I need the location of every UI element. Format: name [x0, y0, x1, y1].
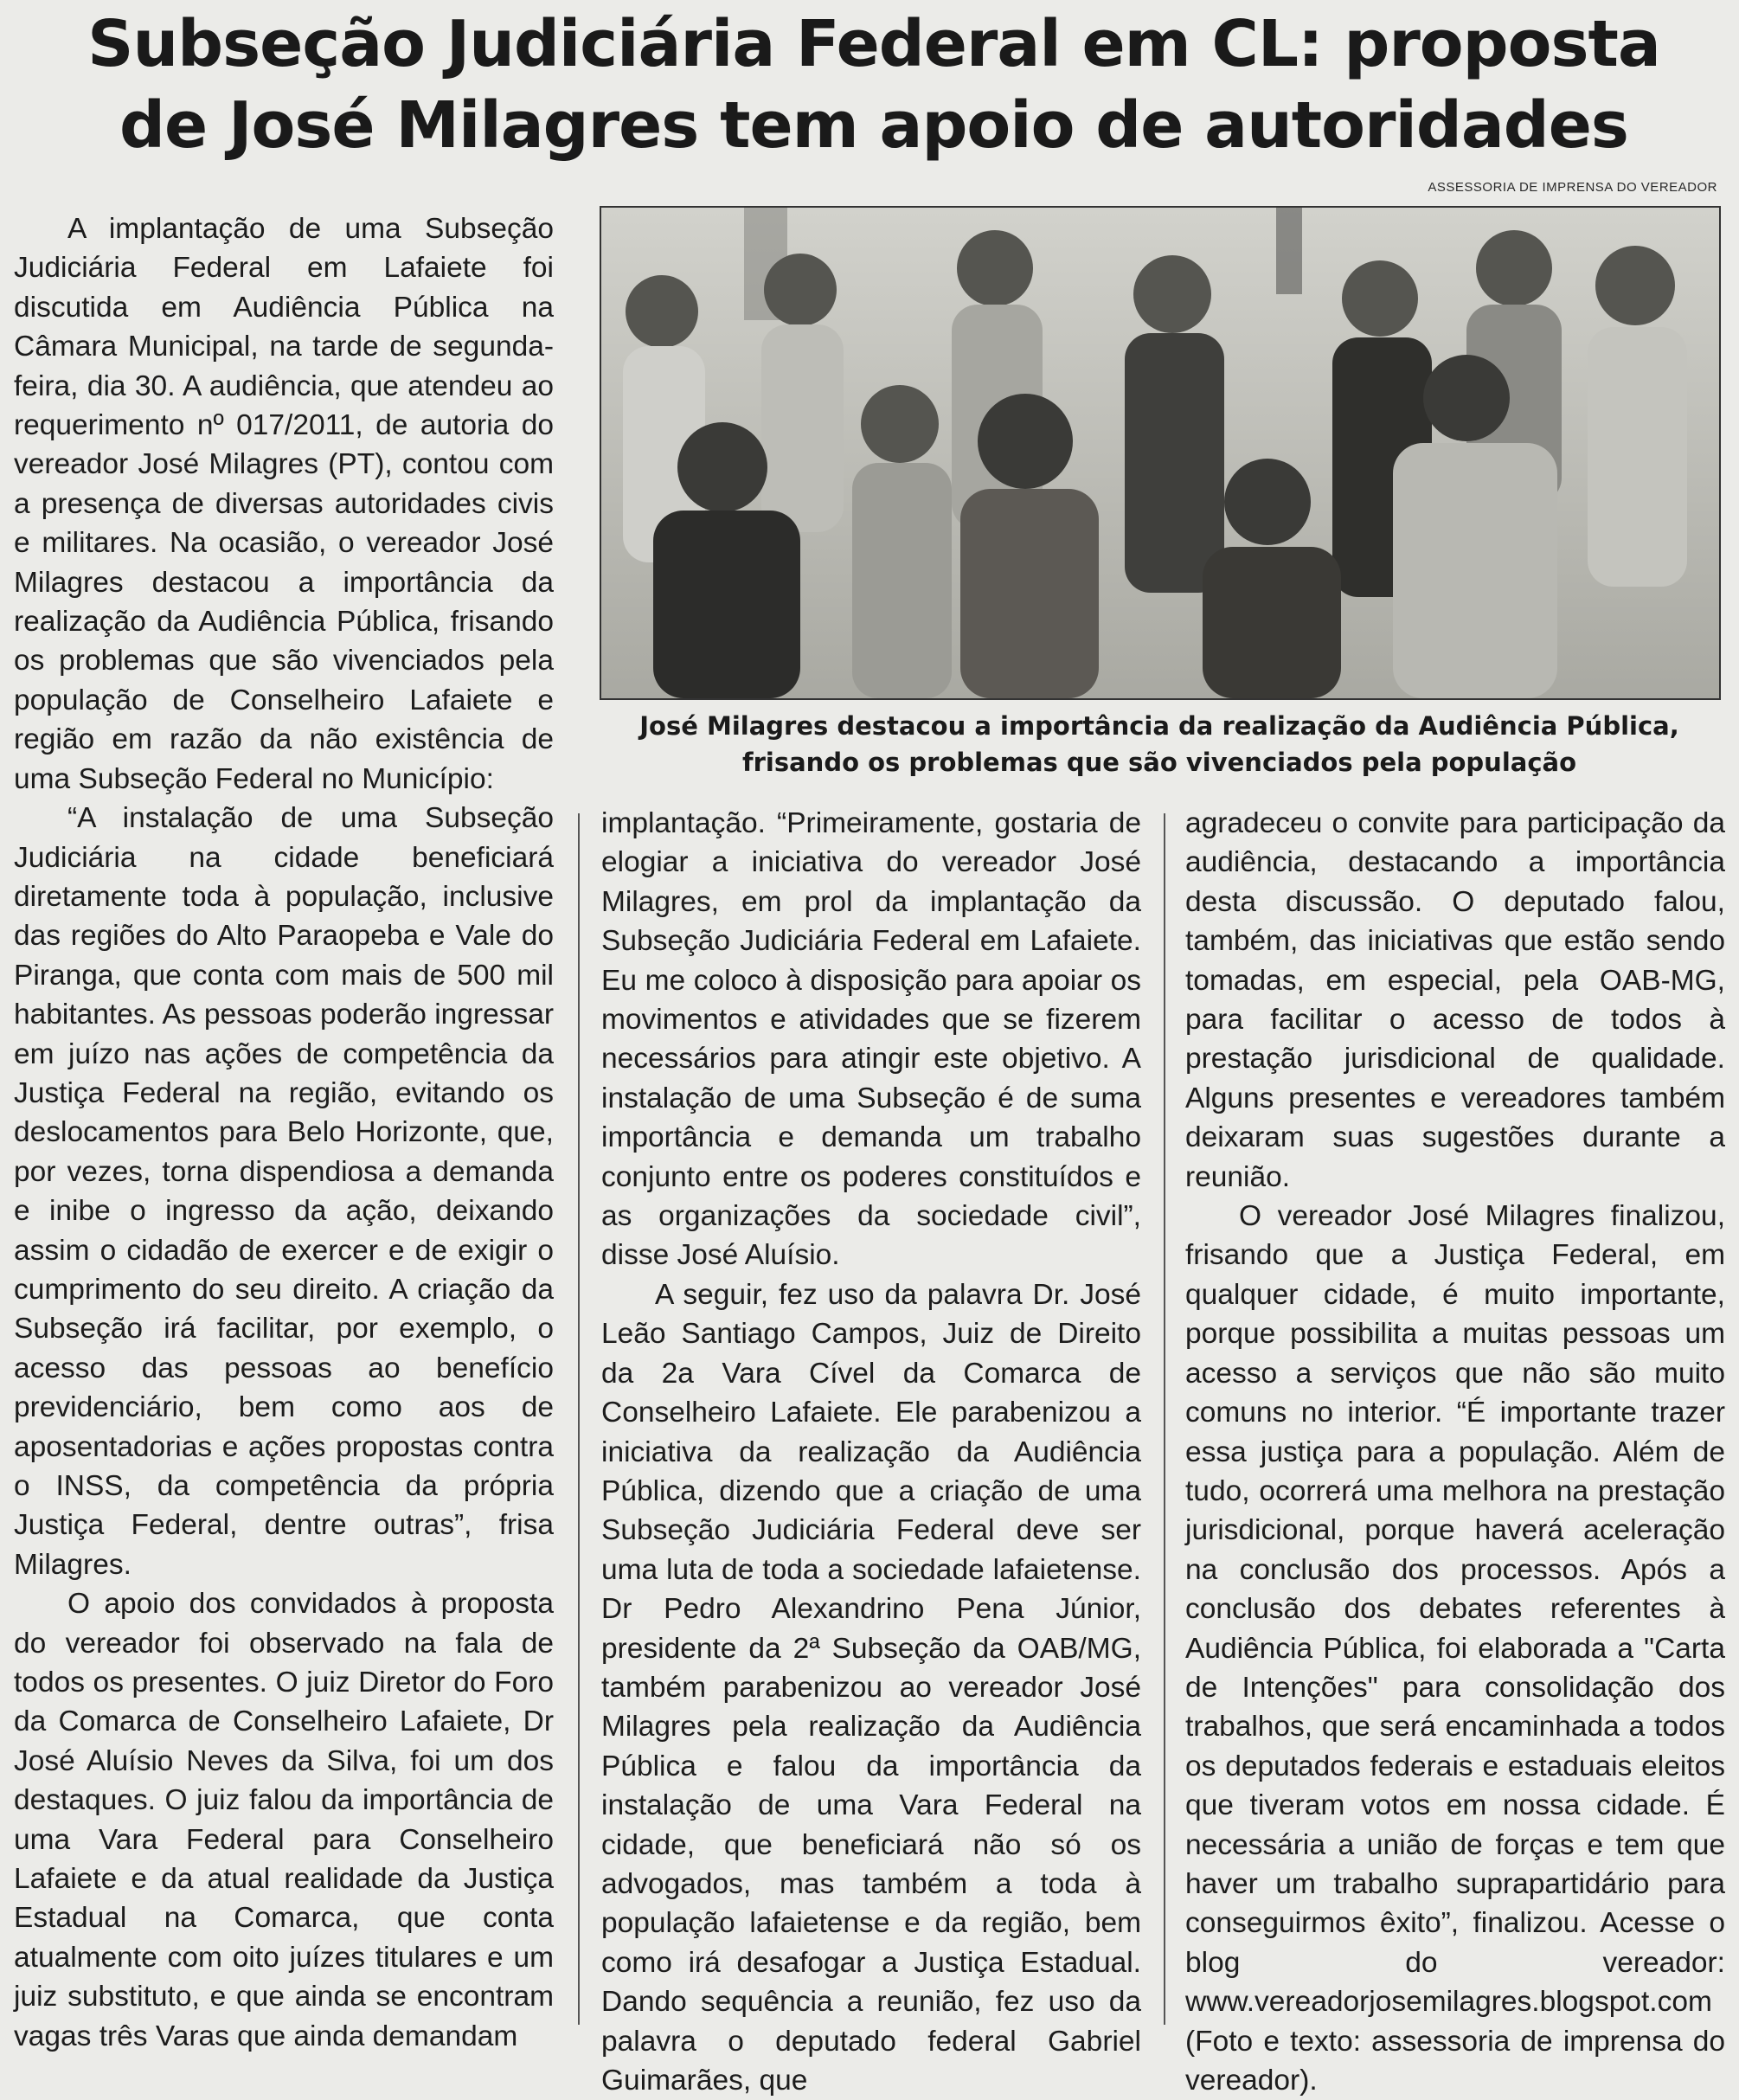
headline	[35, 3, 1713, 166]
column-divider	[578, 813, 580, 2025]
paragraph: implantação. “Primeiramente, gostaria de elogiar a iniciativa do vereador José Milagres, em prol da implantação da Subseção Judiciária Federal em Lafaiete. Eu me coloco à disposição para apoiar os movimentos e atividades que se fizerem necessários para atingir este objetivo. A instalação de uma Subseção é de suma importância e demanda um trabalho conjunto entre os poderes constituídos e as organizações da sociedade civil”, disse José Aluísio.	[601, 807, 1141, 1272]
photo-caption	[588, 708, 1730, 780]
paragraph: A implantação de uma Subseção Judiciária Federal em Lafaiete foi discutida em Audiência Pública na Câmara Municipal, na tarde de segunda-feira, dia 30. A audiência, que atendeu ao requerimento nº 017/2011, de autoria do vereador José Milagres (PT), contou com a presença de diversas autoridades civis e militares. Na ocasião, o vereador José Milagres destacou a importância da realização da Audiência Pública, frisando os problemas que são vivenciados pela população de Conselheiro Lafaiete e região em razão da não existência de uma Subseção Federal no Município:	[14, 213, 554, 795]
article-column-1	[14, 209, 554, 2052]
caption-line-2: frisando os problemas que são vivenciados pela população	[741, 748, 1577, 777]
group-photo-illustration	[601, 208, 1719, 698]
photo-credit: ASSESSORIA DE IMPRENSA DO VEREADOR	[1428, 180, 1717, 195]
column-divider	[1164, 813, 1165, 2025]
headline-line-1: Subseção Judiciária Federal em CL: proposta	[87, 7, 1660, 81]
paragraph: “A instalação de uma Subseção Judiciária na cidade beneficiará diretamente toda à população, inclusive das regiões do Alto Paraopeba e Vale do Piranga, que conta com mais de 500 mil habitantes. As pessoas poderão ingressar em juízo nas ações de competência da Justiça Federal na região, evitando os deslocamentos para Belo Horizonte, que, por vezes, torna dispendiosa a demanda e inibe o ingresso da ação, deixando assim o cidadão de exercer e de exigir o cumprimento do seu direito. A criação da Subseção irá facilitar, por exemplo, o acesso das pessoas ao benefício previdenciário, bem como aos de aposentadorias e ações propostas contra o INSS, da competência da própria Justiça Federal, dentre outras”, frisa Milagres.	[14, 802, 554, 1581]
article-column-3	[1185, 804, 1725, 2097]
group-photo	[600, 206, 1721, 700]
paragraph: A seguir, fez uso da palavra Dr. José Leão Santiago Campos, Juiz de Direito da 2a Vara Cível da Comarca de Conselheiro Lafaiete. Ele parabenizou a iniciativa da realização da Audiência Pública, dizendo que a criação de uma Subseção Judiciária Federal deve ser uma luta de toda a sociedade lafaietense. Dr Pedro Alexandrino Pena Júnior, presidente da 2ª Subseção da OAB/MG, também parabenizou ao vereador José Milagres pela realização da Audiência Pública e falou da importância da instalação de uma Vara Federal na cidade, que beneficiará não só os advogados, mas também a toda à população lafaietense e da região, bem como irá desafogar a Justiça Estadual. Dando sequência a reunião, fez uso da palavra o deputado federal Gabriel Guimarães, que	[601, 1278, 1141, 2097]
paragraph: O apoio dos convidados à proposta do vereador foi observado na fala de todos os presentes. O juiz Diretor do Foro da Comarca de Conselheiro Lafaiete, Dr José Aluísio Neves da Silva, foi um dos destaques. O juiz falou da importância de uma Vara Federal para Conselheiro Lafaiete e da atual realidade da Justiça Estadual na Comarca, que conta atualmente com oito juízes titulares e um juiz substituto, e que ainda se encontram vagas três Varas que ainda demandam	[14, 1588, 554, 2052]
article-column-2	[601, 804, 1141, 2097]
caption-line-1: José Milagres destacou a importância da realização da Audiência Pública,	[639, 711, 1679, 741]
paragraph: O vereador José Milagres finalizou, frisando que a Justiça Federal, em qualquer cidade, é muito importante, porque possibilita a muitas pessoas um acesso a serviços que não são muito comuns no interior. “É importante trazer essa justiça para a população. Além de tudo, ocorrerá uma melhora na prestação jurisdicional, porque haverá aceleração na conclusão dos processos. Após a conclusão dos debates referentes à Audiência Pública, foi elaborada a "Carta de Intenções" para consolidação dos trabalhos, que será encaminhada a todos os deputados federais e estaduais eleitos que tiveram votos em nossa cidade. É necessária a união de forças e tem que haver um trabalho suprapartidário para conseguirmos êxito”, finalizou. Acesse o blog do vereador: www.vereadorjosemilagres.blogspot.com (Foto e texto: assessoria de imprensa do vereador).	[1185, 1200, 1725, 2097]
paragraph: agradeceu o convite para participação da audiência, destacando a importância desta discussão. O deputado falou, também, das iniciativas que estão sendo tomadas, em especial, pela OAB-MG, para facilitar o acesso de todos à prestação jurisdicional de qualidade. Alguns presentes e vereadores também deixaram suas sugestões durante a reunião.	[1185, 807, 1725, 1193]
headline-line-2: de José Milagres tem apoio de autoridades	[119, 88, 1628, 163]
